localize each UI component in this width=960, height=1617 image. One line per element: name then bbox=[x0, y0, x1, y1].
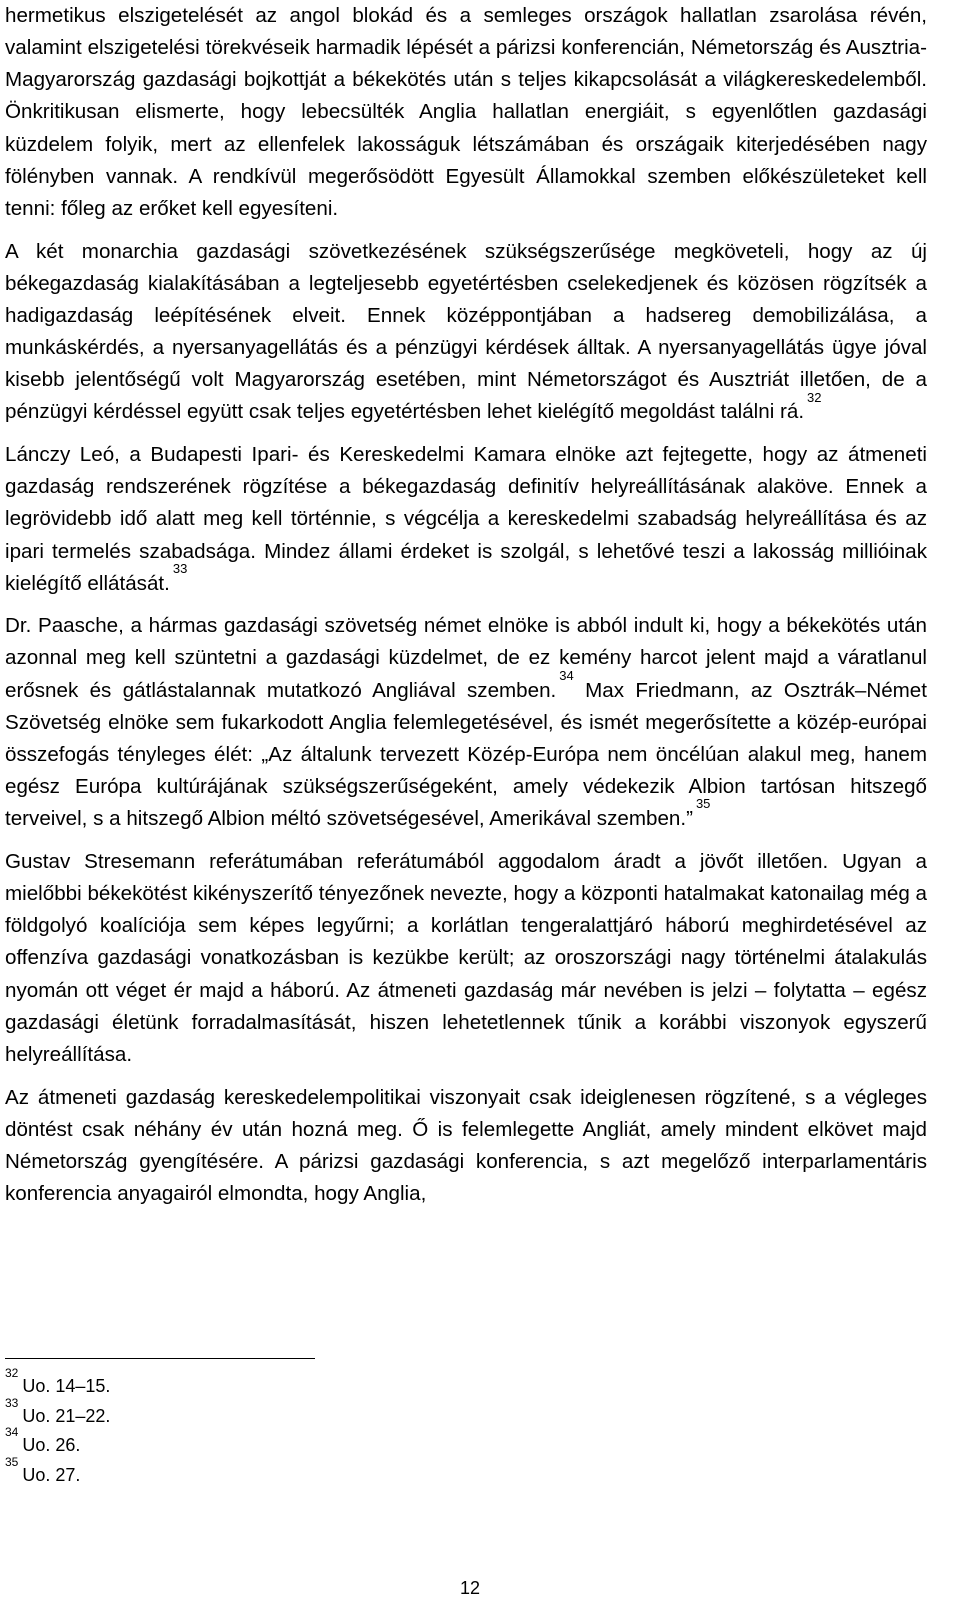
page-number: 12 bbox=[459, 1578, 481, 1598]
paragraph-text: Gustav Stresemann referátumában referátumából aggodalom áradt a jövőt illetően. Ugyan a mielőbbi békekötést kikényszerítő tényezőnek nevezte, hogy a központi hatalmakat katonailag még a földgolyó koalíciója sem képes legyűrni; a korlátlan tengeralattjáró háború meghirdetésével az offenzíva gazdasági vonatkozásban is kezükbe került; az oroszországi nagy történelmi átalakulás nyomán ott véget ér majd a háború. Az átmeneti gazdaság már nevében is jelzi – folytatta – egész gazdasági életünk forradalmasítását, hiszen lehetetlennek tűnik a korábbi viszonyok egyszerű helyreállítása. bbox=[5, 849, 927, 1066]
paragraph-4 bbox=[5, 610, 927, 835]
paragraph-1 bbox=[5, 0, 927, 225]
footnote-text: Uo. 27. bbox=[22, 1464, 81, 1485]
footnote-ref-35[interactable]: 35 bbox=[695, 796, 711, 812]
paragraph-6 bbox=[5, 1082, 927, 1211]
footnote-text: Uo. 21–22. bbox=[22, 1405, 111, 1426]
footnote-ref-32[interactable]: 32 bbox=[807, 389, 822, 405]
footnote-number: 34 bbox=[5, 1425, 19, 1439]
paragraph-text: Dr. Paasche, a hármas gazdasági szövetség német elnöke is abból indult ki, hogy a békekötés után azonnal meg kell szüntetni a gazdasági küzdelmet, de ez kemény harcot jelent majd a váratlanul erősnek és gátlástalannak mutatkozó Angliával szemben. bbox=[5, 614, 927, 702]
footnote-number: 32 bbox=[5, 1366, 19, 1380]
paragraph-3 bbox=[5, 439, 927, 600]
paragraph-text-continued: Max Friedmann, az Osztrák–Német Szövetség elnöke sem fukarkodott Anglia felemlegetésével, és ismét megerősítette a közép-európai összefogás tényleges élét: „Az általunk tervezett Közép-Európa nem öncélúan alakul meg, hanem egész Európa kultúrájának szükségszerűségeként, amely védekezik Albion tartósan hitszegő terveivel, s a hitszegő Albion méltó szövetségesével, Amerikával szemben.” bbox=[5, 678, 927, 831]
footnote-32 bbox=[5, 1366, 605, 1402]
footnote-35 bbox=[5, 1454, 605, 1491]
footnotes bbox=[5, 1366, 605, 1490]
document-page bbox=[5, 0, 927, 1221]
footnote-ref-34[interactable]: 34 bbox=[559, 667, 574, 683]
footnote-34 bbox=[5, 1425, 605, 1461]
paragraph-5 bbox=[5, 846, 927, 1071]
footnote-ref-33[interactable]: 33 bbox=[172, 560, 188, 576]
paragraph-2 bbox=[5, 236, 927, 429]
paragraph-text: Az átmeneti gazdaság kereskedelempolitikai viszonyait csak ideiglenesen rögzítené, s a végleges döntést csak néhány év után hozná meg. Ő is felemlegette Angliát, amely mindent elkövet majd Németország gyengítésére. A párizsi gazdasági konferencia, s azt megelőző interparlamentáris konferencia anyagairól elmondta, hogy Anglia, bbox=[5, 1085, 927, 1205]
footnote-33 bbox=[5, 1395, 605, 1432]
footnote-divider bbox=[5, 1358, 315, 1359]
footnote-text: Uo. 14–15. bbox=[22, 1376, 111, 1396]
footnote-number: 33 bbox=[5, 1395, 19, 1410]
paragraph-text: hermetikus elszigetelését az angol blokád és a semleges országok hallatlan zsarolása révén, valamint elszigetelési törekvéseik harmadik lépését a párizsi konferencián, Németország és Ausztria-Magyarország gazdasági bojkottját a békekötés után s teljes kikapcsolását a világkereskedelemből. Önkritikusan elismerte, hogy lebecsülték Anglia hallatlan energiáit, s egyenlőtlen gazdasági küzdelem folyik, mert az ellenfelek lakosságuk létszámában és országaik kiterjedésében nagy fölényben vannak. A rendkívül megerősödött Egyesült Államokkal szemben előkészületeket kell tenni: főleg az erőket kell egyesíteni. bbox=[5, 4, 927, 220]
paragraph-text: Lánczy Leó, a Budapesti Ipari- és Kereskedelmi Kamara elnöke azt fejtegette, hogy az átmeneti gazdaság rendszerének rögzítése a békegazdaság definitív helyreállításának alaköve. Ennek a legrövidebb idő alatt meg kell történnie, s végcélja a kereskedelmi szabadság helyreállítása és az ipari termelés szabadsága. Mindez állami érdeket is szolgál, s lehetővé teszi a lakosság millióinak kielégítő ellátását. bbox=[5, 443, 927, 595]
paragraph-text: A két monarchia gazdasági szövetkezésének szükségszerűsége megköveteli, hogy az új békegazdaság kialakításában a legteljesebb egyetértésben cselekedjenek és közösen rögzítsék a hadigazdaság leépítésének elveit. Ennek középpontjában a hadsereg demobilizálása, a munkáskérdés, a nyersanyagellátás és a pénzügyi kérdések álltak. A nyersanyagellátás ügye jóval kisebb jelentőségű volt Magyarország esetében, mint Németországot és Ausztriát illetően, de a pénzügyi kérdéssel együtt csak teljes egyetértésben lehet kielégítő megoldást találni rá. bbox=[5, 239, 927, 424]
footnote-number: 35 bbox=[5, 1454, 19, 1469]
footnote-text: Uo. 26. bbox=[22, 1435, 81, 1455]
